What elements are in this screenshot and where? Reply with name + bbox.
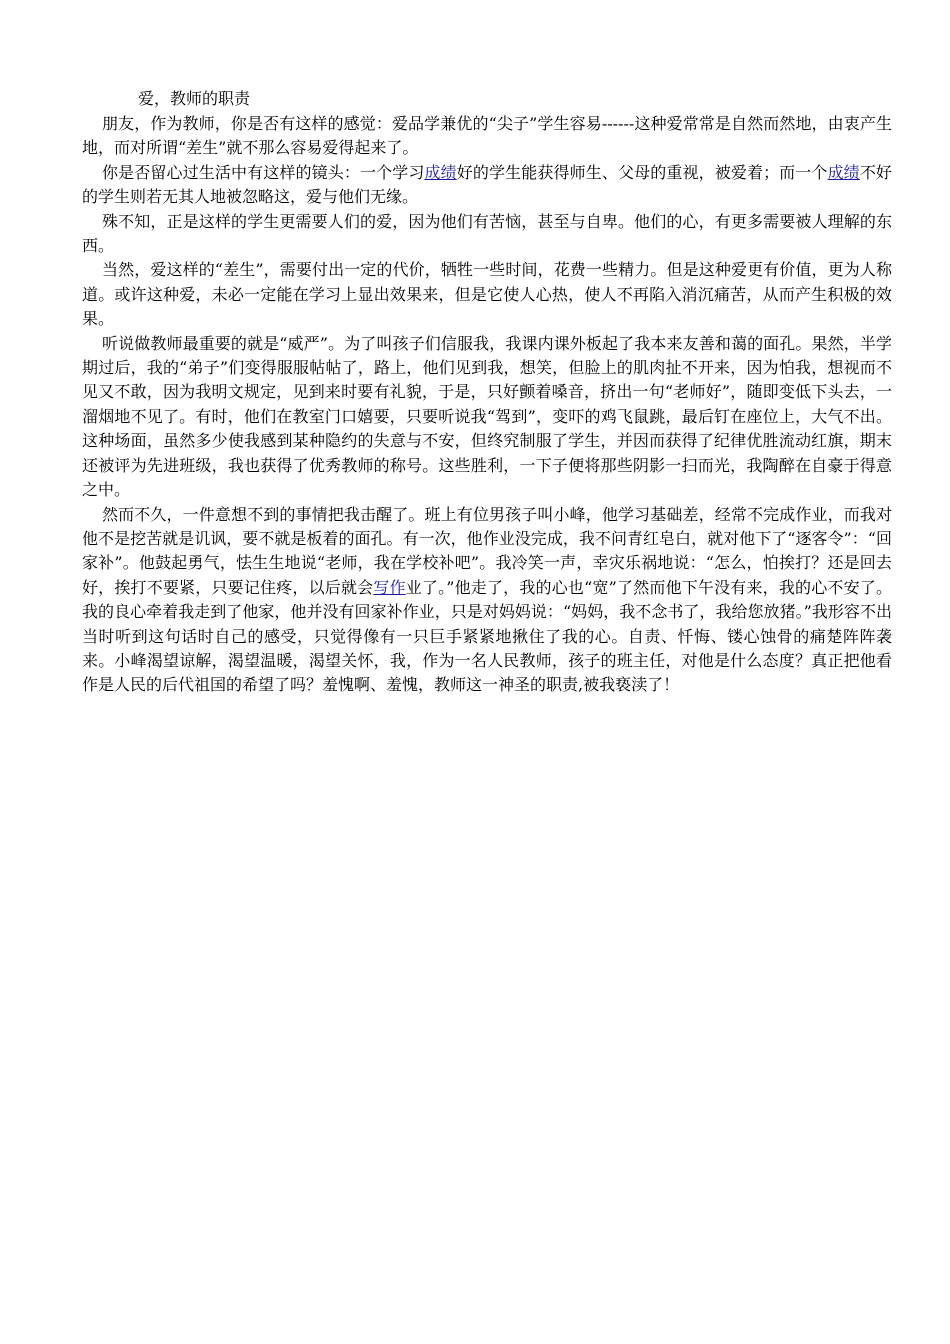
paragraph-2	[82, 161, 892, 210]
link-chengji-2[interactable]: 成绩	[827, 162, 860, 182]
paragraph-3: 殊不知，正是这样的学生更需要人们的爱，因为他们有苦恼，甚至与自卑。他们的心，有更多需要被人理解的东西。	[82, 211, 892, 256]
paragraph-6-text-2: 业了。”他走了，我的心也“宽”了然而他下午没有来，我的心不安了。我的良心牵着我走到了他家，他并没有回家补作业，只是对妈妈说：“妈妈，我不念书了，我给您放猪。”我形容不出当时听到这句话时自己的感受，只觉得像有一只巨手紧紧地揪住了我的心。自责、忏悔、镂心蚀骨的痛楚阵阵袭来。小峰渴望谅解，渴望温暖，渴望关怀，我，作为一名人民教师，孩子的班主任，对他是什么态度？真正把他看作是人民的后代祖国的希望了吗？羞愧啊、羞愧，教师这一神圣的职责,被我亵渎了！	[82, 577, 892, 695]
document-title: 爱，教师的职责	[138, 89, 251, 108]
paragraph-2-text-2: 好的学生能获得师生、父母的重视，被爱着；而一个	[456, 162, 828, 182]
link-xiezuo[interactable]: 写作	[373, 577, 406, 597]
paragraph-2-text-3: 不好的学生则若无其人地被忽略这，爱与他们无缘。	[82, 162, 892, 207]
paragraph-1: 朋友，作为教师，你是否有这样的感觉：爱品学兼优的“尖子”学生容易------这种爱常常是自然而然地，由衷产生地，而对所谓“差生”就不那么容易爱得起来了。	[82, 114, 892, 158]
paragraph-2-text-1: 你是否留心过生活中有这样的镜头：一个学习	[102, 162, 425, 182]
paragraph-4: 当然，爱这样的“差生”，需要付出一定的代价，牺牲一些时间，花费一些精力。但是这种爱更有价值，更为人称道。或许这种爱，未必一定能在学习上显出效果来，但是它使人心热，使人不再陷入消沉痛苦，从而产生积极的效果。	[82, 260, 892, 329]
paragraph-6	[82, 503, 892, 698]
paragraph-5: 听说做教师最重要的就是“威严”。为了叫孩子们信服我，我课内课外板起了我本来友善和蔼的面孔。果然，半学期过后，我的“弟子”们变得服服帖帖了，路上，他们见到我，想笑，但脸上的肌肉扯不开来，因为怕我，想视而不见又不敢，因为我明文规定，见到来时要有礼貌，于是，只好颤着嗓音，挤出一句“老师好”，随即变低下头去，一溜烟地不见了。有时，他们在教室门口嬉要，只要听说我“驾到”，变吓的鸡飞鼠跳，最后钉在座位上，大气不出。这种场面，虽然多少使我感到某种隐约的失意与不安，但终究制服了学生，并因而获得了纪律优胜流动红旗，期末还被评为先进班级，我也获得了优秀教师的称号。这些胜利，一下子便将那些阴影一扫而光，我陶醉在自豪于得意之中。	[82, 333, 892, 500]
document-page	[82, 88, 892, 698]
link-chengji-1[interactable]: 成绩	[424, 162, 457, 182]
paragraph-6-text-1: 然而不久，一件意想不到的事情把我击醒了。班上有位男孩子叫小峰，他学习基础差，经常不完成作业，而我对他不是挖苦就是讥讽，要不就是板着的面孔。有一次，他作业没完成，我不问青红皂白，就对他下了“逐客令”：“回家补”。他鼓起勇气，怯生生地说“老师，我在学校补吧”。我冷笑一声，幸灾乐祸地说：“怎么，怕挨打？还是回去好，挨打不要紧，只要记住疼，以后就会	[82, 504, 892, 597]
